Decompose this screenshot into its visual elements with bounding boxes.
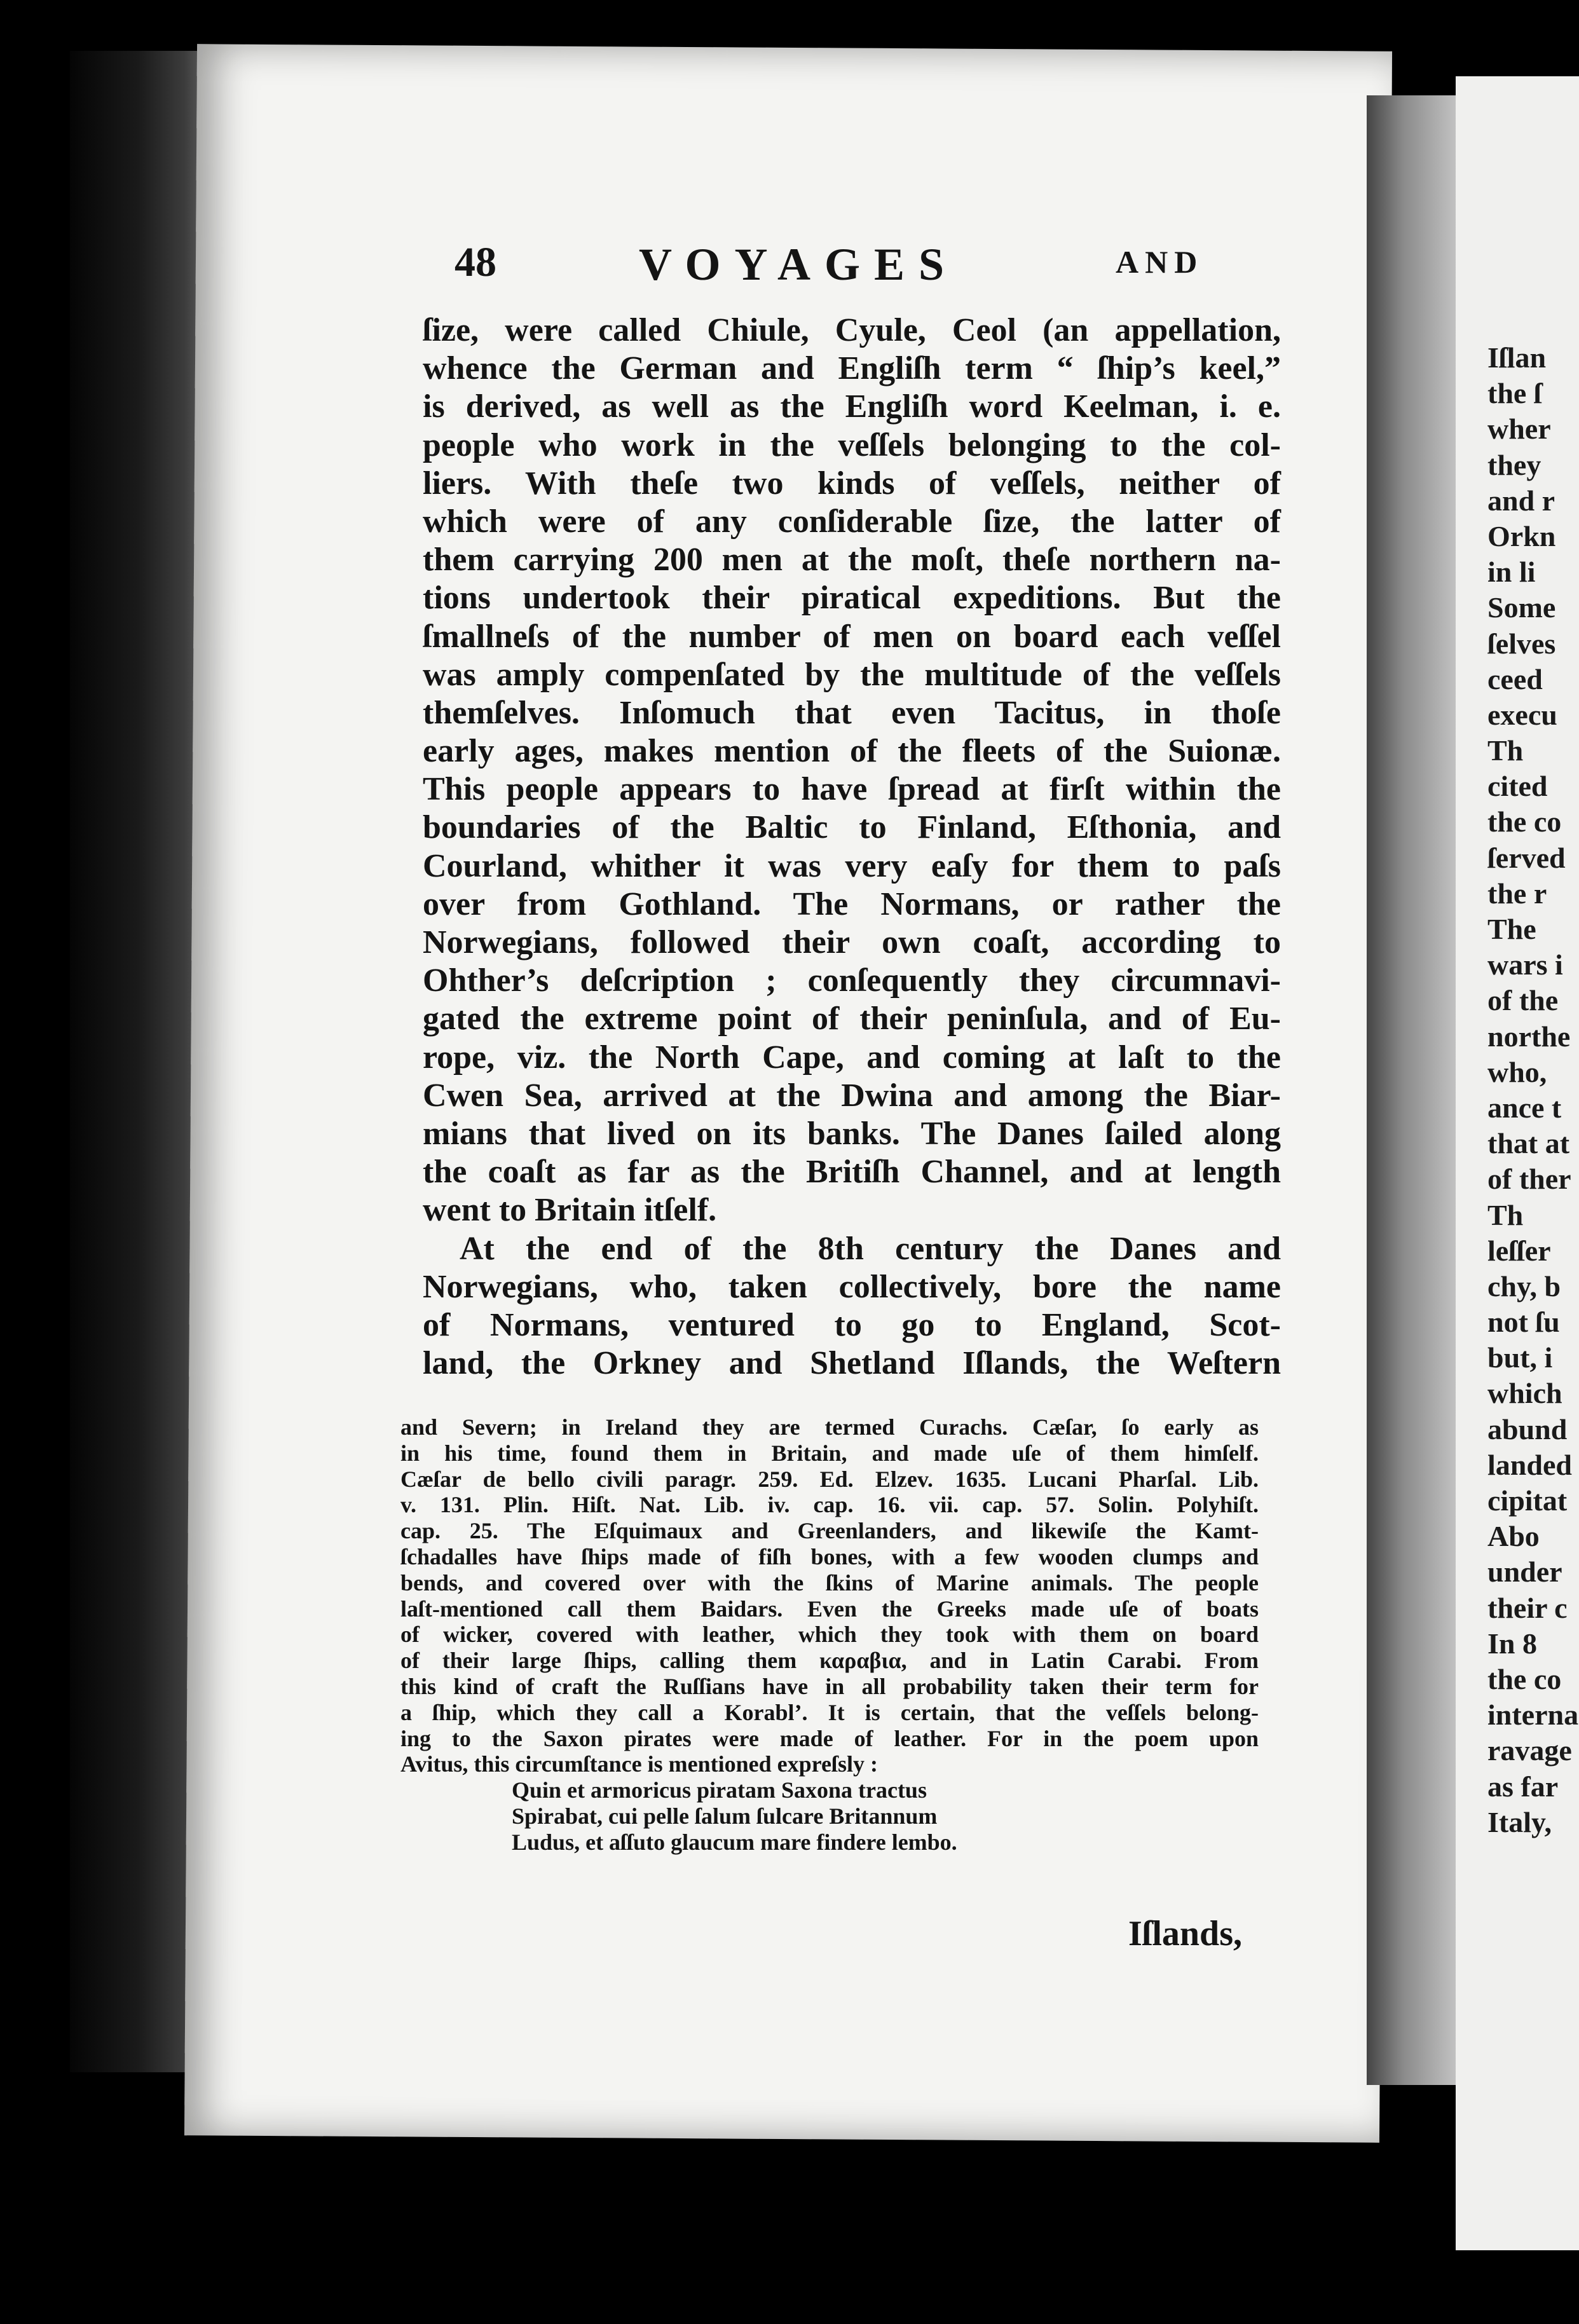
text-line: land, the Orkney and Shetland Iſlands, the Weſtern xyxy=(423,1345,1281,1382)
verse-line: Ludus, et aſſuto glaucum mare findere lembo. xyxy=(512,1829,957,1855)
fragment-line: the ſ xyxy=(1487,377,1542,410)
fragment-line: execu xyxy=(1487,698,1557,731)
text-line: was amply compenſated by the multitude of the veſſels xyxy=(423,656,1281,693)
text-line: themſelves. Inſomuch that even Tacitus, in thoſe xyxy=(423,694,1281,731)
fragment-line: which xyxy=(1487,1377,1562,1410)
fragment-line: interna xyxy=(1487,1699,1579,1732)
right-page-text-fragments xyxy=(1487,340,1579,1840)
page-number: 48 xyxy=(455,239,496,285)
fragment-line: chy, b xyxy=(1487,1269,1561,1302)
fragment-line: Italy, xyxy=(1487,1805,1552,1838)
text-line: Norwegians, followed their own coaſt, according to xyxy=(423,924,1281,960)
fragment-line: landed xyxy=(1487,1448,1572,1481)
footnote-line: this kind of craft the Ruſſians have in all probability taken their term for xyxy=(400,1673,1259,1699)
fragment-line: leſſer xyxy=(1487,1234,1551,1267)
verse-line: Spirabat, cui pelle ſalum ſulcare Britannum xyxy=(512,1803,938,1829)
fragment-line: Orkn xyxy=(1487,519,1556,552)
fragment-line: ravage xyxy=(1487,1734,1572,1767)
text-line: whence the German and Engliſh term “ ſhip’s keel,” xyxy=(423,350,1281,387)
fragment-line: the co xyxy=(1487,805,1562,838)
fragment-line: Iſlan xyxy=(1487,341,1547,374)
text-line: Norwegians, who, taken collectively, bore the name xyxy=(423,1268,1281,1305)
footnote-line: v. 131. Plin. Hiſt. Nat. Lib. iv. cap. 16. vii. cap. 57. Solin. Polyhiſt. xyxy=(400,1492,1259,1518)
fragment-line: in li xyxy=(1487,556,1536,589)
text-line: early ages, makes mention of the fleets of the Suionæ. xyxy=(423,733,1281,770)
catchword: Iſlands, xyxy=(1128,1914,1242,1953)
text-line: liers. With theſe two kinds of veſſels, neither of xyxy=(423,465,1281,502)
text-line: which were of any conſiderable ſize, the latter of xyxy=(423,503,1281,540)
fragment-line: they xyxy=(1487,448,1541,481)
text-line: tions undertook their piratical expeditions. But the xyxy=(423,580,1281,617)
fragment-line: cited xyxy=(1487,770,1548,803)
text-line: of Normans, ventured to go to England, Scot- xyxy=(423,1306,1281,1343)
text-line: them carrying 200 men at the moſt, theſe northern na- xyxy=(423,542,1281,578)
fragment-line: as far xyxy=(1487,1770,1559,1803)
fragment-line: that at xyxy=(1487,1127,1570,1160)
fragment-line: northe xyxy=(1487,1020,1571,1053)
text-line: Courland, whither it was very eaſy for them to paſs xyxy=(423,847,1281,884)
fragment-line: ſerved xyxy=(1487,841,1566,874)
footnote-line: and Severn; in Ireland they are termed Curachs. Cæſar, ſo early as xyxy=(400,1414,1259,1440)
page-header xyxy=(455,238,1344,308)
footnote xyxy=(400,1414,1259,1856)
fragment-line: the co xyxy=(1487,1662,1562,1695)
text-line: went to Britain itſelf. xyxy=(423,1192,717,1229)
fragment-line: and r xyxy=(1487,484,1555,517)
text-line: At the end of the 8th century the Danes and xyxy=(460,1230,1281,1267)
fragment-line: In 8 xyxy=(1487,1627,1537,1660)
text-line: rope, viz. the North Cape, and coming at laſt to the xyxy=(423,1039,1281,1076)
fragment-line: wher xyxy=(1487,413,1551,446)
running-title: VOYAGES xyxy=(639,239,959,290)
fragment-line: Th xyxy=(1487,1198,1524,1231)
text-line: boundaries of the Baltic to Finland, Eſthonia, and xyxy=(423,809,1281,846)
fragment-line: but, i xyxy=(1487,1341,1553,1374)
text-line: ſmallneſs of the number of men on board each veſſel xyxy=(423,618,1281,655)
footnote-line: of wicker, covered with leather, which they took with them on board xyxy=(400,1622,1259,1648)
footnote-line: of their large ſhips, calling them καραβια, and in Latin Carabi. From xyxy=(400,1648,1259,1674)
main-text xyxy=(423,311,1281,1383)
footnote-line: Avitus, this circumſtance is mentioned expreſsly : xyxy=(400,1751,878,1777)
text-line: gated the extreme point of their peninſula, and of Eu- xyxy=(423,1001,1281,1037)
fragment-line: of ther xyxy=(1487,1163,1571,1196)
footnote-line: in his time, found them in Britain, and made uſe of them himſelf. xyxy=(400,1440,1259,1466)
fragment-line: ance t xyxy=(1487,1091,1562,1124)
text-line: the coaſt as far as the Britiſh Channel, and at length xyxy=(423,1154,1281,1191)
text-line: ſize, were called Chiule, Cyule, Ceol (an appellation, xyxy=(423,312,1281,348)
text-line: over from Gothland. The Normans, or rather the xyxy=(423,885,1281,922)
fragment-line: ceed xyxy=(1487,662,1543,695)
running-title-continuation: AND xyxy=(1116,244,1204,280)
footnote-line: Cæſar de bello civili paragr. 259. Ed. Elzev. 1635. Lucani Pharſal. Lib. xyxy=(400,1466,1259,1492)
verse-line: Quin et armoricus piratam Saxona tractus xyxy=(512,1777,927,1803)
fragment-line: the r xyxy=(1487,877,1547,910)
fragment-line: The xyxy=(1487,913,1536,945)
text-line: is derived, as well as the Engliſh word Keelman, i. e. xyxy=(423,388,1281,425)
text-line: This people appears to have ſpread at firſt within the xyxy=(423,771,1281,808)
fragment-line: Some xyxy=(1487,591,1556,624)
footnote-line: a ſhip, which they call a Korabl’. It is certain, that the veſſels belong- xyxy=(400,1699,1259,1725)
fragment-line: under xyxy=(1487,1555,1562,1589)
footnote-line: ing to the Saxon pirates were made of leather. For in the poem upon xyxy=(400,1725,1259,1751)
fragment-line: ſelves xyxy=(1487,627,1556,660)
fragment-line: abund xyxy=(1487,1412,1568,1446)
fragment-line: wars i xyxy=(1487,948,1563,981)
fragment-line: Th xyxy=(1487,734,1524,767)
footnote-line: bends, and covered over with the ſkins of Marine animals. The people xyxy=(400,1569,1259,1596)
fragment-line: not ſu xyxy=(1487,1306,1560,1339)
footnote-line: ſchadalles have ſhips made of fiſh bones, with a few wooden clumps and xyxy=(400,1543,1259,1569)
footnote-line: laſt-mentioned call them Baidars. Even the Greeks made uſe of boats xyxy=(400,1596,1259,1622)
text-line: mians that lived on its banks. The Danes ſailed along xyxy=(423,1115,1281,1152)
fragment-line: cipitat xyxy=(1487,1484,1568,1517)
fragment-line: their c xyxy=(1487,1591,1568,1624)
text-line: Cwen Sea, arrived at the Dwina and among the Biar- xyxy=(423,1077,1281,1114)
footnote-line: cap. 25. The Eſquimaux and Greenlanders, and likewiſe the Kamt- xyxy=(400,1518,1259,1544)
fragment-line: Abo xyxy=(1487,1520,1540,1553)
fragment-line: of the xyxy=(1487,984,1559,1017)
text-line: Ohther’s deſcription ; conſequently they circumnavi- xyxy=(423,962,1281,999)
text-line: people who work in the veſſels belonging to the col- xyxy=(423,427,1281,463)
fragment-line: who, xyxy=(1487,1055,1547,1088)
